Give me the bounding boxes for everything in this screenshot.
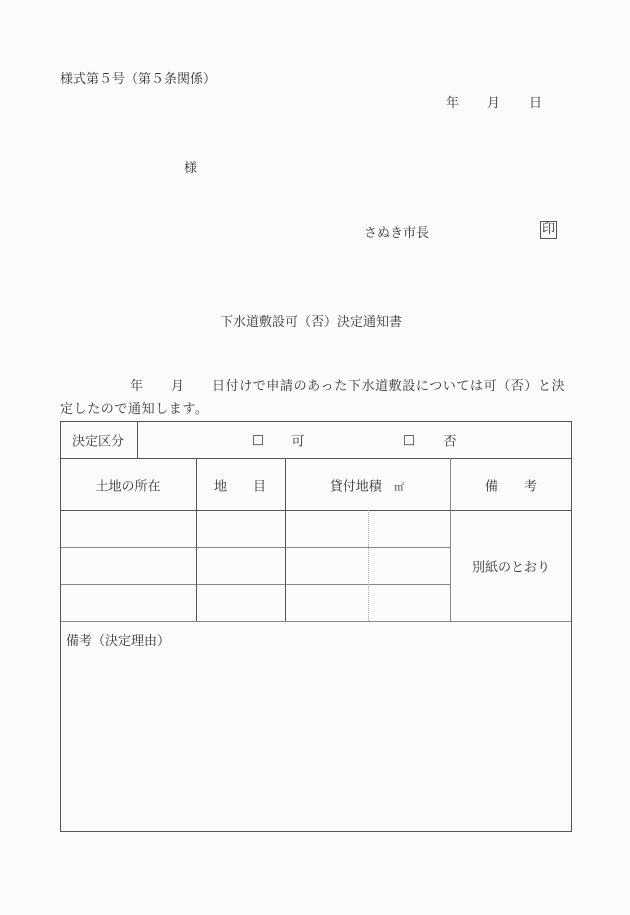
option-yes-label: 可: [291, 434, 305, 450]
date-month-label: 月: [487, 96, 501, 111]
header-land-category: 地 目: [213, 479, 267, 495]
option-no-label: 否: [443, 434, 457, 450]
row-3-area-dec[interactable]: [369, 585, 450, 621]
body-month-label: 月: [171, 379, 185, 394]
reason-label: 備考（決定理由）: [66, 634, 171, 649]
form-number: 様式第５号（第５条関係）: [60, 72, 217, 87]
date-year-label: 年: [446, 96, 460, 111]
header-leased-area-label: 貸付地積: [329, 479, 382, 495]
reason-field[interactable]: [66, 652, 566, 827]
issuer-name: さぬき市長: [364, 226, 430, 241]
row-1-land-category[interactable]: [197, 511, 285, 547]
row-2-area-int[interactable]: [286, 548, 368, 584]
date-day-label: 日: [529, 96, 543, 111]
header-remarks: 備 考: [484, 479, 538, 495]
row-2-land-category[interactable]: [197, 548, 285, 584]
body-line1: 日付けで申請のあった下水道敷設については可（否）と決: [212, 379, 566, 394]
table-divider: [60, 621, 572, 622]
table-border-left: [60, 421, 61, 832]
row-3-location[interactable]: [61, 585, 196, 621]
table-divider: [450, 458, 451, 621]
document-title: 下水道敷設可（否）決定通知書: [220, 315, 403, 330]
table-border-right: [571, 421, 572, 832]
option-yes-checkbox[interactable]: □: [251, 432, 265, 448]
row-3-area-int[interactable]: [286, 585, 368, 621]
decision-label: 決定区分: [71, 434, 125, 450]
row-2-area-dec[interactable]: [369, 548, 450, 584]
table-divider: [137, 421, 138, 458]
header-location: 土地の所在: [95, 479, 161, 495]
table-border-bottom: [60, 831, 572, 832]
option-no-checkbox[interactable]: □: [402, 432, 416, 448]
row-2-location[interactable]: [61, 548, 196, 584]
seal-mark: 印: [542, 222, 556, 237]
row-3-land-category[interactable]: [197, 585, 285, 621]
row-1-area-dec[interactable]: [369, 511, 450, 547]
remarks-value: 別紙のとおり: [471, 560, 551, 576]
addressee-suffix: 様: [184, 161, 198, 176]
header-leased-area: [330, 476, 404, 495]
area-unit: ㎡: [394, 482, 405, 494]
body-line2: 定したので通知します。: [60, 402, 209, 417]
body-year-label: 年: [130, 379, 144, 394]
row-1-location[interactable]: [61, 511, 196, 547]
row-1-area-int[interactable]: [286, 511, 368, 547]
table-divider: [60, 458, 572, 459]
